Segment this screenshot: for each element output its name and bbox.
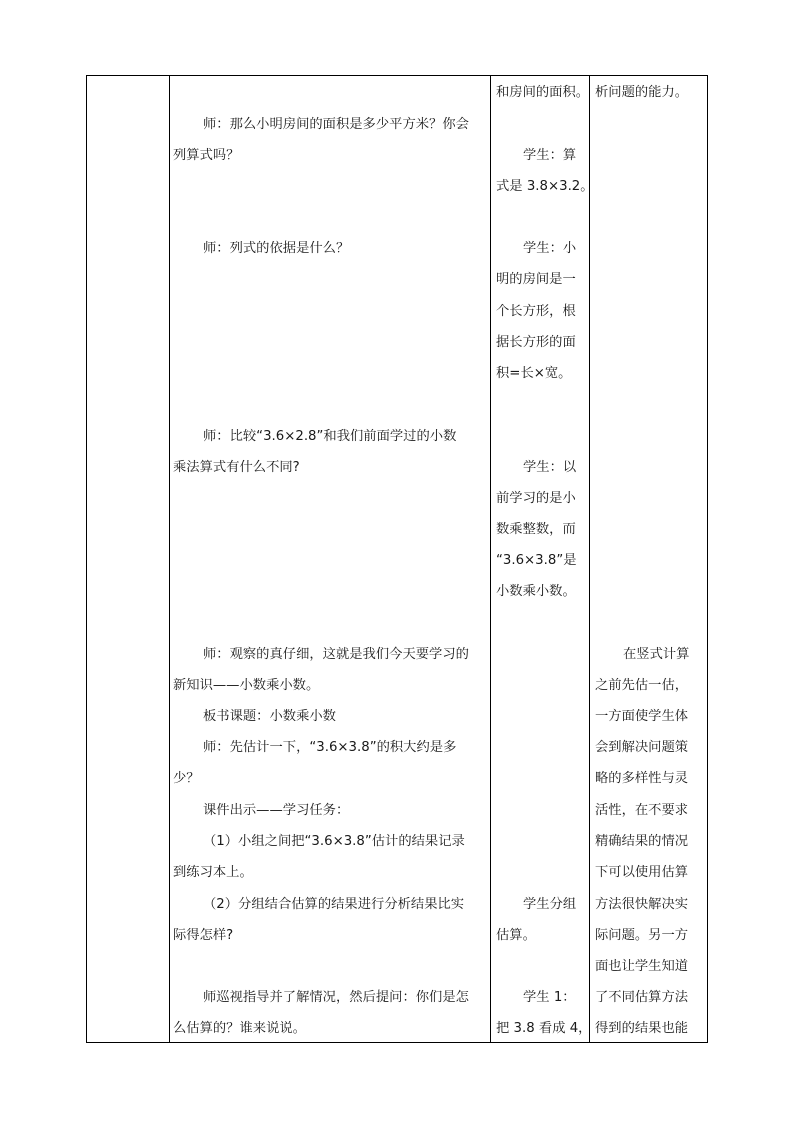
intent-line: 析问题的能力。 [595,85,689,100]
student-line: 和房间的面积。 [496,85,590,100]
teacher-line: 么估算的？谁来说说。 [173,1021,306,1036]
teacher-line: 到练习本上。 [173,865,253,880]
teacher-line: 师：先估计一下，“3.6×3.8”的积大约是多 [203,740,457,755]
teacher-line: 少？ [173,771,200,786]
student-line: 式是 3.8×3.2。 [496,179,594,194]
student-line: 个长方形，根 [496,304,576,319]
teacher-line: 乘法算式有什么不同? [173,460,300,475]
intent-line: 下可以使用估算 [595,865,689,880]
student-line: 把 3.8 看成 4， [496,1021,592,1036]
intent-line: 略的多样性与灵 [595,771,689,786]
teacher-line: （1）小组之间把“3.6×3.8”估计的结果记录 [203,834,465,849]
teacher-line: 列算式吗？ [173,148,240,163]
intent-line: 在竖式计算 [623,647,690,662]
teacher-activity-cell [170,76,490,1042]
teacher-line: 板书课题：小数乘小数 [203,709,336,724]
student-line: 学生：算 [523,148,577,163]
student-line: 学生：以 [523,460,577,475]
teacher-line: 师：比较“3.6×2.8”和我们前面学过的小数 [203,429,457,444]
student-line: 数乘整数，而 [496,522,576,537]
student-activity-cell [491,76,594,1042]
teacher-line: 新知识——小数乘小数。 [173,678,320,693]
intent-line: 精确结果的情况 [595,834,689,849]
teacher-line: 师：列式的依据是什么？ [203,241,350,256]
student-line: 据长方形的面 [496,335,576,350]
teacher-line: 师：观察的真仔细，这就是我们今天要学习的 [203,647,469,662]
lesson-plan-table [86,75,708,1043]
intent-line: 际问题。另一方 [595,928,689,943]
student-line: 前学习的是小 [496,491,576,506]
intent-line: 了不同估算方法 [595,990,689,1005]
intent-line: 会到解决问题策 [595,740,689,755]
intent-line: 面也让学生知道 [595,959,689,974]
intent-line: 方法很快解决实 [595,897,689,912]
design-intent-cell [590,76,707,1042]
teacher-line: （2）分组结合估算的结果进行分析结果比实 [203,897,465,912]
intent-line: 活性，在不要求 [595,803,689,818]
student-line: “3.6×3.8”是 [496,553,577,568]
student-line: 学生：小 [523,241,577,256]
teacher-line: 师巡视指导并了解情况，然后提问：你们是怎 [203,990,469,1005]
intent-line: 之前先估一估， [595,678,689,693]
student-line: 估算。 [496,928,536,943]
student-line: 积=长×宽。 [496,366,572,381]
teacher-line: 课件出示——学习任务： [203,803,350,818]
student-line: 学生分组 [523,897,577,912]
student-line: 小数乘小数。 [496,584,576,599]
student-line: 明的房间是一 [496,272,576,287]
intent-line: 得到的结果也能 [595,1021,689,1036]
intent-line: 一方面使学生体 [595,709,689,724]
teacher-line: 师：那么小明房间的面积是多少平方米？你会 [203,117,469,132]
student-line: 学生 1： [523,990,576,1005]
teacher-line: 际得怎样? [173,928,234,943]
